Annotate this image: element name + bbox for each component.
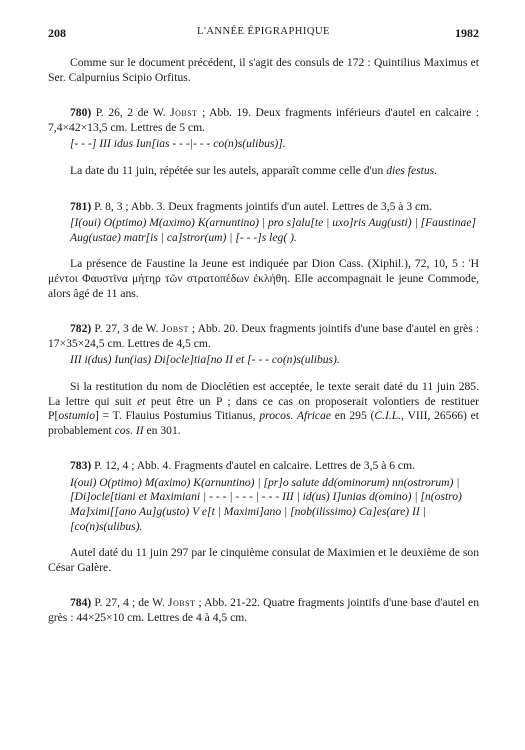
author-name: Jobst xyxy=(167,596,196,610)
entry-784-heading xyxy=(48,596,479,625)
page-number: 208 xyxy=(48,26,66,40)
running-title: L'ANNÉE ÉPIGRAPHIQUE xyxy=(197,26,330,37)
entry-780-heading xyxy=(48,106,479,135)
entry-780 xyxy=(48,106,479,178)
entry-781-heading xyxy=(48,200,479,215)
entry-781 xyxy=(48,200,479,302)
entry-783 xyxy=(48,459,479,575)
comment-italic: procos. Africae xyxy=(259,409,332,423)
entry-heading-text: ; Abb. 19. Deux fragments inférieurs d'autel en calcaire : 7,4×42×13,5 cm. Lettres de 5 cm. xyxy=(48,106,479,134)
entry-783-heading xyxy=(48,459,479,474)
entry-number: 782) xyxy=(70,322,92,336)
comment-text: . xyxy=(434,163,438,177)
entry-heading-text: P. 27, 3 de W. xyxy=(91,322,162,336)
entry-heading-text: P. 12, 4 ; Abb. 4. Fragments d'autel en calcaire. Lettres de 3,5 à 6 cm. xyxy=(91,459,415,473)
entry-heading-text: ; Abb. 20. Deux fragments jointifs d'une base d'autel en grès : 17×35×24,5 cm. Lettres de 4,5 cm. xyxy=(48,322,479,350)
entry-780-comment xyxy=(48,164,479,179)
inscription-text: I(oui) O(ptimo) M(aximo) K(arnuntino) | [pr]o salute dd(ominorum) nn(ostrorum) | [Di]ocle[tiani et Maximiani | - - - | - - - | - - - III | id(us) I]unias d(omino) | [n(ostro) Ma]ximi[[ano Au]g(usto) V e[t | Maximi]ano | [nob(ilissimo) Ca]es(are) II | [co(n)s(ulibus). xyxy=(70,475,462,533)
entry-heading-text: P. 8, 3 ; Abb. 3. Deux fragments jointifs d'un autel. Lettres de 3,5 à 3 cm. xyxy=(91,199,433,213)
page-body xyxy=(48,56,479,626)
entry-782 xyxy=(48,322,479,438)
entry-number: 784) xyxy=(70,596,92,610)
comment-italic: dies festus xyxy=(386,163,435,177)
comment-italic: C.I.L. xyxy=(374,409,402,423)
entry-782-heading xyxy=(48,322,479,351)
author-name: Jobst xyxy=(161,322,189,336)
running-header xyxy=(48,26,479,44)
entry-heading-text: ; Abb. 21-22. Quatre fragments jointifs d'une base d'autel en grès : 44×25×10 cm. Lettres de 4 à 4,5 cm. xyxy=(48,596,480,625)
comment-italic: cos. II xyxy=(114,423,144,437)
comment-text: en 301. xyxy=(143,423,181,437)
comment-text: ] = T. Flauius Postumius Titianus, xyxy=(95,409,260,423)
comment-text: La date du 11 juin, répétée sur les autels, apparaît comme celle d'un xyxy=(70,163,387,177)
entry-heading-text: P. 26, 2 de W. xyxy=(91,106,171,120)
comment-italic: ostumio xyxy=(58,409,96,423)
entry-781-comment: La présence de Faustine la Jeune est indiquée par Dion Cass. (Xiphil.), 72, 10, 5 : Ἡ μέντοι Φαυστῖνα μήτηρ τῶν στρατοπέδων ἐκλήθη. Elle accompagnait le jeune Commode, alors âgé de 11 ans. xyxy=(48,257,479,300)
comment-italic: et xyxy=(137,394,146,408)
entry-number: 783) xyxy=(70,459,92,473)
author-name: Jobst xyxy=(170,106,198,120)
comment-text: peut être un P ; dans ce cas on proposerait volontiers de restituer P[ xyxy=(48,394,479,423)
comment-text: , VIII, 26566) et probablement xyxy=(48,409,480,437)
comment-text: en 295 ( xyxy=(331,409,375,423)
entry-number: 781) xyxy=(70,199,92,213)
inscription-text: III i(dus) Iun(ias) Di[ocle]tia[no II et [- - - co(n)s(ulibus). xyxy=(70,353,340,367)
entry-784 xyxy=(48,596,479,625)
intro-paragraph: Comme sur le document précédent, il s'agit des consuls de 172 : Quintilius Maximus et Ser. Calpurnius Scipio Orfitus. xyxy=(48,56,479,84)
comment-text: Si la restitution du nom de Dioclétien est acceptée, le texte serait daté du 11 juin 285. La lettre qui suit xyxy=(48,379,479,408)
inscription-text: [- - -] III idus Iun[ias - - -|- - - co(n)s(ulibus)]. xyxy=(70,137,286,151)
entry-783-comment: Autel daté du 11 juin 297 par le cinquième consulat de Maximien et le deuxième de son César Galère. xyxy=(48,546,479,574)
entry-heading-text: P. 27, 4 ; de W. xyxy=(91,596,168,610)
entry-782-comment xyxy=(48,380,479,438)
year: 1982 xyxy=(455,26,479,40)
inscription-text: [I(oui) O(ptimo) M(aximo) K(arnuntino) | pro s]alu[te | uxo]ris Aug(usti) | [Faustinae] Aug(ustae) matr[is | ca]stror(um) | [- - -]s leg( ). xyxy=(70,216,476,244)
entry-number: 780) xyxy=(70,106,92,120)
